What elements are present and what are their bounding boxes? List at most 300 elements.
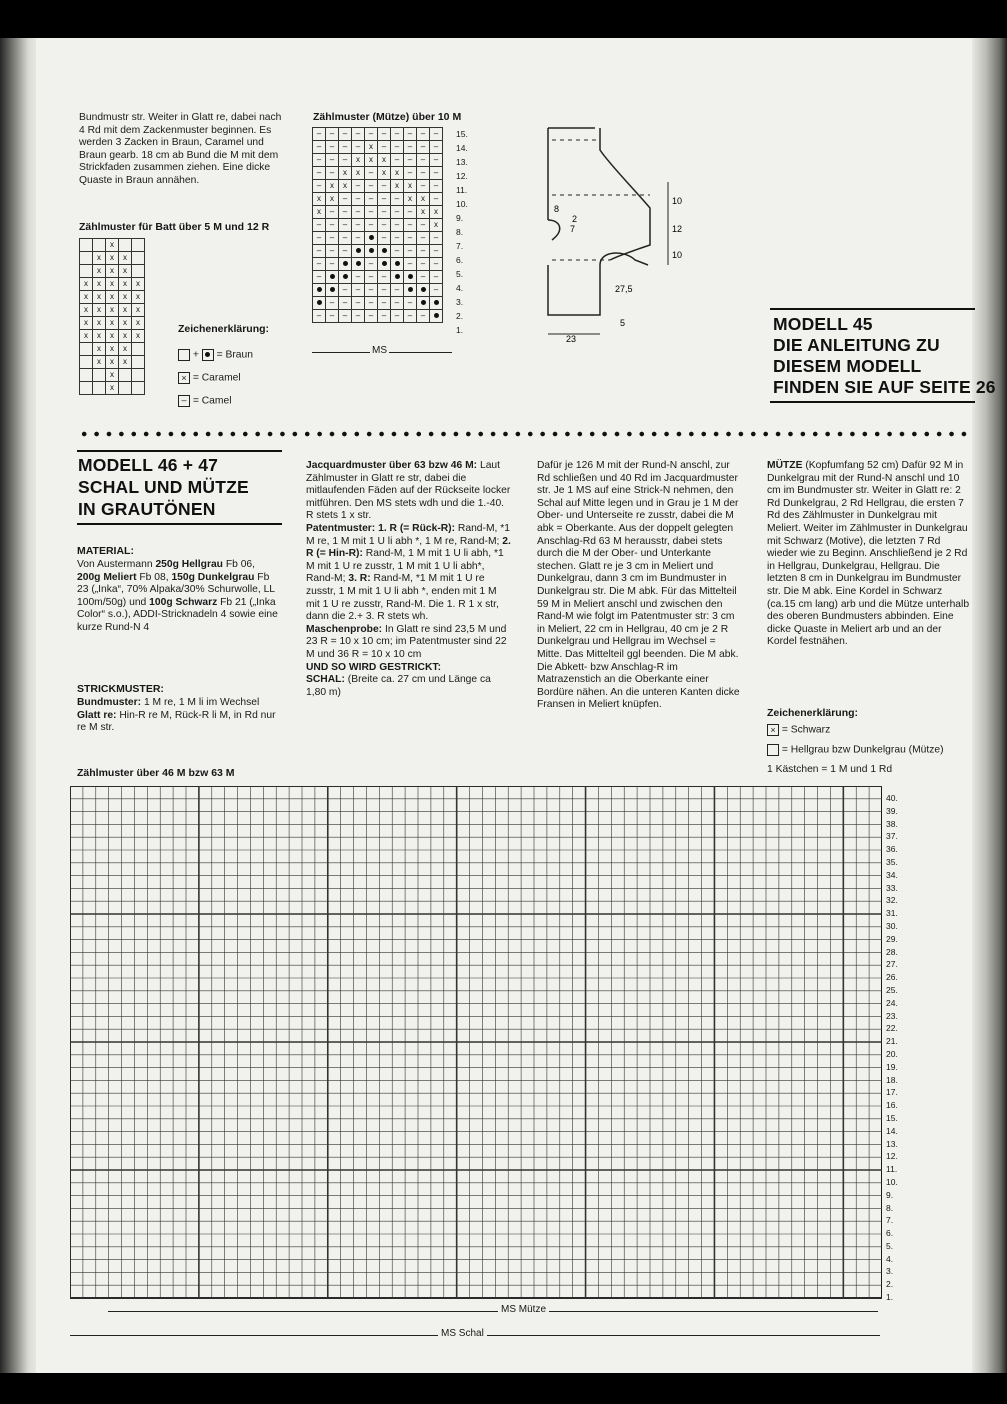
dot-icon (330, 287, 335, 292)
muetze-cell: – (339, 284, 352, 297)
muetze-row (313, 297, 443, 310)
dot-icon (356, 261, 361, 266)
muetze-cell: – (404, 206, 417, 219)
muetze-cell: – (339, 154, 352, 167)
batt-row (80, 252, 145, 265)
big-row-number: 38. (886, 818, 898, 829)
muetze-cell: x (339, 167, 352, 180)
big-row-number: 5. (886, 1240, 894, 1251)
batt-row (80, 369, 145, 382)
muetze-row (313, 284, 443, 297)
muetze-cell: – (378, 206, 391, 219)
legend-braun-label: = Braun (216, 349, 253, 361)
material-heading: MATERIAL: (77, 545, 134, 557)
batt-cell (80, 369, 93, 382)
muetze-row-number: 4. (456, 283, 464, 293)
batt-cell: x (106, 369, 119, 382)
muetze-row (313, 141, 443, 154)
batt-row (80, 278, 145, 291)
big-row-number: 28. (886, 946, 898, 957)
legend2-scale: 1 Kästchen = 1 M und 1 Rd (767, 764, 893, 775)
muetze-cell: – (391, 232, 404, 245)
muetze-cell: – (339, 232, 352, 245)
batt-cell: x (119, 343, 132, 356)
muetze-cell (378, 258, 391, 271)
muetze-row (313, 193, 443, 206)
muetze-cell: – (313, 128, 326, 141)
muetze-cell (352, 258, 365, 271)
modell45-bottom-rule (770, 401, 975, 403)
dim-2: 2 (572, 214, 578, 224)
muetze-cell: – (326, 154, 339, 167)
muetze-row-number: 12. (456, 171, 468, 181)
muetze-row (313, 232, 443, 245)
cross-symbol-icon: × (178, 372, 190, 384)
dim-12: 12 (672, 224, 683, 234)
batt-cell: x (80, 278, 93, 291)
batt-cell (93, 382, 106, 395)
legend-plus: + (192, 349, 199, 361)
muetze-cell: – (391, 141, 404, 154)
muetze-cell: – (326, 245, 339, 258)
muetze-cell: x (326, 180, 339, 193)
big-row-number: 31. (886, 908, 898, 919)
batt-cell (119, 369, 132, 382)
muetze-cell: x (417, 193, 430, 206)
batt-cell: x (80, 330, 93, 343)
big-row-number: 34. (886, 869, 898, 880)
muetze-cell: – (339, 245, 352, 258)
muetze-cell: – (313, 167, 326, 180)
column4-text: MÜTZE (Kopfumfang 52 cm) Dafür 92 M in Dunkelgrau mit der Rund-N anschl und 10 cm im Bundmuster str. Weiter in Glatt re: 2 Rd Dunkelgrau, 2 Rd Hellgrau, die ersten 7 Rd des Zählmuster in Dunkelgrau mit Meliert. Weiter im Zählmuster in Dunkelgrau mit Schwarz (Motive), die letzten 7 Rd wieder wie zu Beginn. Anschließend je 2 Rd in Hellgrau, Dunkelgrau, Hellgrau. Die letzten 8 cm in Dunkelgrau im Bundmuster str. Die M abk. Eine Kordel in Schwarz (ca.15 cm lang) arb und die Mütze unterhalb des oberen Bundmusters abbinden. Eine dicke Quaste in Meliert arb und an der Kordel festnähen. (767, 460, 970, 648)
batt-cell: x (106, 291, 119, 304)
column3-text: Dafür je 126 M mit der Rund-N anschl, zur Rd schließen und 40 Rd im Jacquardmuster str. Je 1 MS auf eine Strick-N nehmen, den Schal auf Mitte legen und in Grau je 1 M der Ober- und Unterseite re zusstr, dabei die M abk = Oberkante. Aus der doppelt gelegten Anschlag-Rd 63 M herausstr, dabei stets durch die M der Ober- und Unterkante stechen. Glatt re je 3 cm in Meliert und Dunkelgrau, dann 3 cm im Bundmuster in Dunkelgrau str. Die M abk. Für das Mittelteil 59 M in Meliert anschl und zwischen den Rand-M wie folgt im Patentmuster str: 3 cm in Meliert, 22 cm in Hellgrau, 40 cm je 2 R Dunkelgrau und Hellgrau im Wechsel = Mitte. Das Mittelteil ggl beenden. Die M abk. Die Abkett- bzw Anschlag-R im Matrazenstich an die Oberkante einer Bordüre nähen. An die unteren Kanten dicke Fransen in Meliert knüpfen. (537, 460, 740, 711)
batt-cell: x (93, 252, 106, 265)
batt-cell (80, 343, 93, 356)
muetze-cell: – (430, 193, 443, 206)
muetze-cell: – (391, 154, 404, 167)
legend-camel-label: = Camel (192, 395, 232, 407)
muetze-cell: – (404, 141, 417, 154)
dim-23: 23 (566, 334, 577, 344)
muetze-cell: – (417, 310, 430, 323)
muetze-cell: – (378, 180, 391, 193)
book-spine (0, 38, 40, 1373)
dim-10b: 10 (672, 250, 683, 260)
muetze-cell (391, 271, 404, 284)
muetze-cell: – (417, 219, 430, 232)
batt-cell (80, 265, 93, 278)
muetze-row-numbers (456, 127, 486, 337)
muetze-row (313, 271, 443, 284)
batt-cell (132, 252, 145, 265)
muetze-cell: – (378, 310, 391, 323)
dim-27-5: 27,5 (615, 284, 633, 294)
muetze-cell: – (365, 206, 378, 219)
batt-cell: x (119, 330, 132, 343)
empty-box-icon (767, 744, 779, 756)
dim-7: 7 (570, 224, 576, 234)
muetze-cell (391, 258, 404, 271)
big-row-number: 11. (886, 1164, 898, 1175)
dash-symbol-icon: – (178, 395, 190, 407)
muetze-row-number: 14. (456, 143, 468, 153)
batt-cell: x (106, 330, 119, 343)
muetze-cell (326, 284, 339, 297)
muetze-cell (326, 271, 339, 284)
muetze-cell: x (378, 167, 391, 180)
big-row-number: 29. (886, 933, 898, 944)
muetze-cell (417, 297, 430, 310)
muetze-row (313, 219, 443, 232)
muetze-cell: – (365, 284, 378, 297)
big-row-number: 35. (886, 856, 898, 867)
muetze-cell: – (352, 232, 365, 245)
batt-row (80, 356, 145, 369)
modell45-line4: FINDEN SIE AUF SEITE 26 (773, 377, 996, 397)
batt-cell (132, 343, 145, 356)
muetze-row (313, 258, 443, 271)
muetze-cell (365, 245, 378, 258)
batt-cell (80, 239, 93, 252)
dot-icon (434, 313, 439, 318)
dot-icon (382, 248, 387, 253)
muetze-cell: – (365, 128, 378, 141)
muetze-cell: – (326, 219, 339, 232)
muetze-cell: – (430, 245, 443, 258)
muetze-row-number: 1. (456, 325, 464, 335)
big-row-number: 26. (886, 972, 898, 983)
big-chart-title: Zählmuster über 46 M bzw 63 M (77, 767, 235, 779)
muetze-row-number: 13. (456, 157, 468, 167)
muetze-cell: – (339, 310, 352, 323)
big-row-number: 17. (886, 1087, 898, 1098)
big-row-number: 30. (886, 920, 898, 931)
legend-camel (178, 395, 232, 408)
dot-icon (343, 274, 348, 279)
batt-cell: x (93, 291, 106, 304)
muetze-cell: – (313, 141, 326, 154)
muetze-cell: – (326, 297, 339, 310)
batt-cell (132, 265, 145, 278)
big-row-number: 27. (886, 959, 898, 970)
muetze-cell: – (404, 219, 417, 232)
muetze-cell: – (339, 141, 352, 154)
muetze-cell (378, 245, 391, 258)
muetze-cell: x (352, 154, 365, 167)
muetze-row-number: 9. (456, 213, 464, 223)
batt-row (80, 265, 145, 278)
muetze-cell: – (417, 245, 430, 258)
batt-cell: x (106, 356, 119, 369)
muetze-cell: – (391, 219, 404, 232)
muetze-cell (313, 297, 326, 310)
ms-muetze-marker (108, 1304, 878, 1318)
muetze-cell: x (404, 193, 417, 206)
batt-cell: x (132, 278, 145, 291)
muetze-cell: – (417, 141, 430, 154)
cross-symbol-icon: × (767, 724, 779, 736)
batt-cell: x (106, 265, 119, 278)
modell4647-bottom-rule (77, 523, 282, 525)
muetze-row-number: 10. (456, 199, 468, 209)
muetze-cell: – (430, 167, 443, 180)
ms-schal-marker (70, 1328, 880, 1342)
big-row-number: 33. (886, 882, 898, 893)
big-row-number: 24. (886, 997, 898, 1008)
batt-cell (80, 382, 93, 395)
muetze-cell: – (430, 180, 443, 193)
dot-icon (369, 235, 374, 240)
muetze-cell: – (352, 141, 365, 154)
muetze-cell: – (365, 271, 378, 284)
muetze-cell: – (326, 128, 339, 141)
muetze-row (313, 206, 443, 219)
muetze-cell: – (313, 232, 326, 245)
muetze-cell: – (365, 180, 378, 193)
muetze-cell: – (378, 297, 391, 310)
dim-5: 5 (620, 318, 626, 328)
muetze-cell: – (339, 219, 352, 232)
batt-cell: x (119, 265, 132, 278)
column2-text: Jacquardmuster über 63 bzw 46 M: Laut Zählmuster in Glatt re str, dabei die mitlaufenden Fäden auf der Rückseite locker mitführen. Den MS stets wdh und die 1.-40. R stets 1 x str. Patentmuster: 1. R (= Rück-R): Rand-M, *1 M re, 1 M mit 1 U li abh *, 1 M re, Rand-M; 2. R (= Hin-R): Rand-M, 1 M mit 1 U li abh, *1 M mit 1 U re zusstr, 1 M mit 1 U li abh*, Rand-M; 3. R: Rand-M, *1 M mit 1 U re zusstr, 1 M mit 1 U li abh *, enden mit 1 M mit 1 U re zusstr, Rand-M. Die 1. R 1 x str, dann die 2.+ 3. R stets wh. Maschenprobe: In Glatt re sind 23,5 M und 23 R = 10 x 10 cm; im Patentmuster sind 22 M und 36 R = 10 x 10 cm UND SO WIRD GESTRICKT: SCHAL: (Breite ca. 27 cm und Länge ca 1,80 m) (306, 460, 511, 698)
batt-cell: x (93, 265, 106, 278)
muetze-cell: – (339, 297, 352, 310)
dot-icon (317, 287, 322, 292)
legend-caramel-label: = Caramel (192, 372, 241, 384)
big-row-number: 8. (886, 1202, 894, 1213)
modell4647-rule (77, 450, 282, 452)
muetze-cell: – (391, 128, 404, 141)
muetze-cell: – (417, 154, 430, 167)
dot-icon (395, 274, 400, 279)
batt-cell (119, 382, 132, 395)
batt-cell (132, 356, 145, 369)
muetze-ms-label: MS (372, 345, 387, 356)
muetze-cell: – (391, 310, 404, 323)
muetze-cell: – (378, 271, 391, 284)
big-row-number: 18. (886, 1074, 898, 1085)
big-row-number: 2. (886, 1279, 894, 1290)
batt-cell (132, 382, 145, 395)
muetze-cell: – (404, 310, 417, 323)
dot-icon (330, 274, 335, 279)
muetze-cell: – (365, 167, 378, 180)
muetze-chart (312, 127, 443, 323)
muetze-cell: – (404, 232, 417, 245)
muetze-cell: – (339, 128, 352, 141)
muetze-cell: x (365, 154, 378, 167)
muetze-cell: – (365, 193, 378, 206)
muetze-chart-title: Zählmuster (Mütze) über 10 M (313, 111, 462, 123)
big-row-number: 3. (886, 1266, 894, 1277)
muetze-cell: x (365, 141, 378, 154)
muetze-cell: – (430, 258, 443, 271)
batt-cell: x (132, 304, 145, 317)
muetze-cell: x (313, 206, 326, 219)
batt-cell: x (93, 356, 106, 369)
batt-cell (132, 239, 145, 252)
muetze-cell: – (430, 232, 443, 245)
legend2-title: Zeichenerklärung: (767, 707, 859, 719)
modell4647-line3: IN GRAUTÖNEN (78, 499, 216, 519)
batt-cell: x (119, 252, 132, 265)
muetze-cell: – (352, 193, 365, 206)
modell4647-line2: SCHAL UND MÜTZE (78, 477, 249, 497)
big-row-number: 6. (886, 1228, 894, 1239)
dot-icon (434, 300, 439, 305)
batt-cell: x (93, 330, 106, 343)
big-row-number: 14. (886, 1125, 898, 1136)
batt-cell: x (106, 278, 119, 291)
big-row-number: 4. (886, 1253, 894, 1264)
muetze-cell: – (391, 245, 404, 258)
muetze-row-number: 7. (456, 241, 464, 251)
mitten-schematic (540, 120, 700, 350)
modell45-line3: DIESEM MODELL (773, 356, 922, 376)
batt-cell (93, 369, 106, 382)
muetze-cell: – (326, 167, 339, 180)
muetze-cell: – (430, 128, 443, 141)
muetze-cell: x (326, 193, 339, 206)
modell4647-line1: MODELL 46 + 47 (78, 455, 219, 475)
muetze-cell: – (378, 284, 391, 297)
material-text: Von Austermann 250g Hellgrau Fb 06, 200g Meliert Fb 08, 150g Dunkelgrau Fb 23 („Inka“, 70% Alpaka/30% Schurwolle, LL 100m/50g) und 100g Schwarz Fb 21 („Inka Color“ s.o.), ADDI-Stricknadeln 4 sowie eine kurze Rund-N 4 (77, 559, 278, 633)
modell45-line2: DIE ANLEITUNG ZU (773, 335, 940, 355)
dot-icon (343, 261, 348, 266)
muetze-row-number: 6. (456, 255, 464, 265)
muetze-row (313, 154, 443, 167)
batt-cell: x (106, 304, 119, 317)
batt-cell: x (119, 356, 132, 369)
batt-cell: x (80, 304, 93, 317)
muetze-cell (430, 310, 443, 323)
muetze-cell: – (417, 258, 430, 271)
dotted-separator (78, 430, 974, 438)
dot-icon (408, 274, 413, 279)
batt-cell: x (93, 317, 106, 330)
muetze-cell (352, 245, 365, 258)
muetze-cell: x (339, 180, 352, 193)
muetze-cell: – (313, 258, 326, 271)
big-row-number: 12. (886, 1151, 898, 1162)
strickmuster-text: Bundmuster: 1 M re, 1 M li im Wechsel Glatt re: Hin-R re M, Rück-R li M, in Rd nur re M str. (77, 697, 276, 734)
muetze-cell: x (430, 219, 443, 232)
legend-title: Zeichenerklärung: (178, 323, 270, 335)
muetze-cell: x (417, 206, 430, 219)
batt-row (80, 317, 145, 330)
big-chart-row-numbers (886, 792, 916, 1304)
big-row-number: 20. (886, 1048, 898, 1059)
batt-cell (80, 252, 93, 265)
big-row-number: 36. (886, 844, 898, 855)
ms-schal-label: MS Schal (438, 1328, 487, 1339)
muetze-cell: – (326, 310, 339, 323)
muetze-cell: – (404, 128, 417, 141)
muetze-cell (404, 284, 417, 297)
big-row-number: 16. (886, 1100, 898, 1111)
muetze-cell: – (326, 141, 339, 154)
muetze-row (313, 245, 443, 258)
strickmuster-heading: STRICKMUSTER: (77, 683, 164, 695)
muetze-cell: – (365, 297, 378, 310)
big-row-number: 7. (886, 1215, 894, 1226)
muetze-cell: – (378, 141, 391, 154)
big-row-number: 23. (886, 1010, 898, 1021)
muetze-cell: – (326, 258, 339, 271)
batt-cell: x (93, 278, 106, 291)
muetze-cell: – (430, 284, 443, 297)
muetze-cell: – (391, 206, 404, 219)
batt-chart-title: Zählmuster für Batt über 5 M und 12 R (79, 221, 270, 233)
muetze-cell: – (339, 193, 352, 206)
muetze-cell: – (417, 128, 430, 141)
batt-cell: x (106, 382, 119, 395)
muetze-cell: x (378, 154, 391, 167)
legend-caramel (178, 372, 241, 385)
big-row-number: 40. (886, 793, 898, 803)
intro-text: Bundmustr str. Weiter in Glatt re, dabei nach 4 Rd mit dem Zackenmuster beginnen. Es werden 3 Zacken in Braun, Caramel und Braun gearb. 18 cm ab Bund die M mit dem Strickfaden zusammen ziehen. Eine dicke Quaste in Braun annähen. (79, 112, 282, 186)
dot-symbol-icon (202, 349, 214, 361)
legend-braun (178, 349, 298, 362)
muetze-cell: – (313, 310, 326, 323)
big-row-number: 21. (886, 1036, 898, 1047)
batt-cell: x (119, 291, 132, 304)
dot-icon (369, 248, 374, 253)
muetze-row-number: 2. (456, 311, 464, 321)
muetze-cell: – (339, 206, 352, 219)
muetze-row (313, 128, 443, 141)
batt-cell: x (132, 330, 145, 343)
muetze-row-number: 11. (456, 185, 468, 195)
ms-muetze-label: MS Mütze (498, 1304, 549, 1315)
muetze-cell: – (378, 219, 391, 232)
muetze-cell: – (391, 193, 404, 206)
muetze-cell: – (417, 232, 430, 245)
muetze-cell: – (365, 219, 378, 232)
batt-cell (93, 239, 106, 252)
muetze-row (313, 167, 443, 180)
batt-row (80, 239, 145, 252)
muetze-cell: – (378, 128, 391, 141)
big-row-number: 22. (886, 1023, 898, 1034)
legend2-grau: = Hellgrau bzw Dunkelgrau (Mütze) (767, 744, 944, 757)
muetze-cell: – (352, 310, 365, 323)
batt-cell: x (106, 343, 119, 356)
batt-cell: x (93, 343, 106, 356)
muetze-cell: – (352, 271, 365, 284)
batt-row (80, 291, 145, 304)
muetze-cell (365, 232, 378, 245)
batt-row (80, 304, 145, 317)
big-row-number: 13. (886, 1138, 898, 1149)
batt-row (80, 382, 145, 395)
muetze-cell: – (352, 297, 365, 310)
dim-10a: 10 (672, 196, 683, 206)
big-row-number: 39. (886, 805, 898, 816)
big-row-number: 10. (886, 1176, 898, 1187)
muetze-cell: x (313, 193, 326, 206)
dot-icon (421, 287, 426, 292)
muetze-cell: – (404, 154, 417, 167)
muetze-row-number: 5. (456, 269, 464, 279)
muetze-cell: – (326, 232, 339, 245)
big-row-number: 19. (886, 1061, 898, 1072)
big-row-number: 25. (886, 984, 898, 995)
modell45-rule (770, 308, 975, 310)
muetze-cell: – (391, 284, 404, 297)
batt-cell: x (132, 317, 145, 330)
